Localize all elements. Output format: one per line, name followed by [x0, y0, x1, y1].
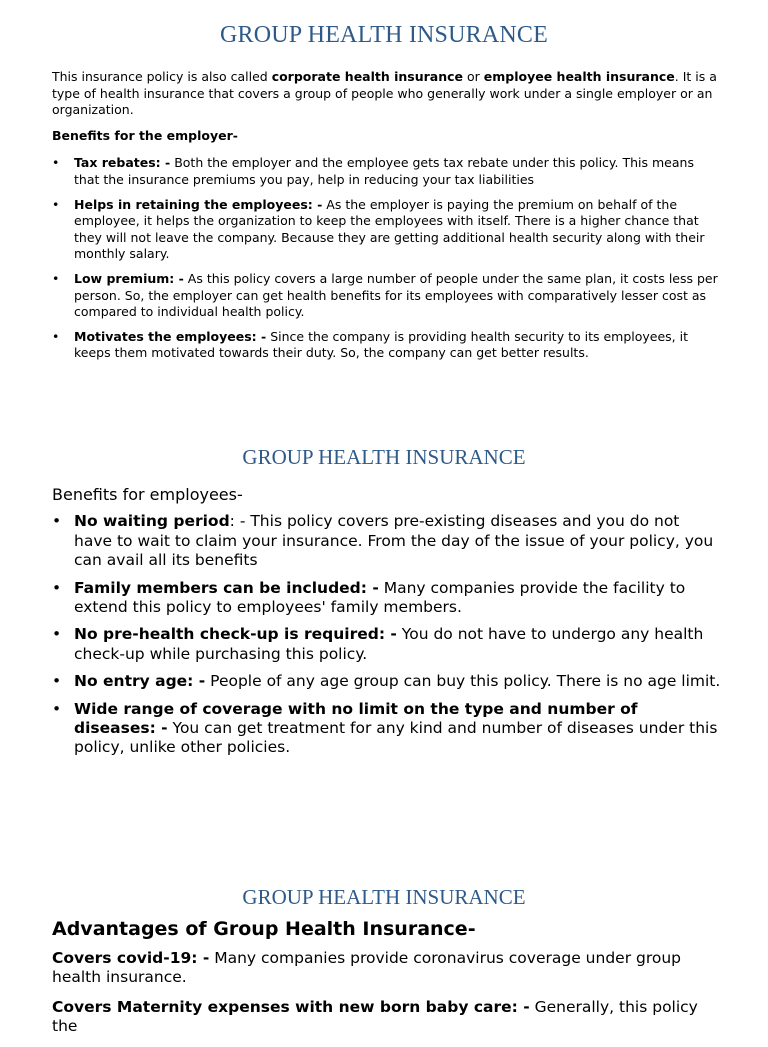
bullet-icon: • — [52, 270, 60, 286]
section-subheading: Benefits for employees- — [52, 485, 243, 504]
slide-content — [52, 69, 722, 370]
list-item — [52, 579, 722, 618]
item-text: Since the company is providing health security to its employees, it keeps them motivated towards their duty. So, the company can get better results. — [74, 328, 688, 361]
bullet-icon: • — [52, 672, 62, 691]
advantage-item — [52, 949, 722, 988]
item-text: Many companies provide coronavirus coverage under group health insurance. — [52, 949, 682, 987]
bullet-icon: • — [52, 512, 62, 531]
item-text: You can get treatment for any kind and number of diseases under this policy, unlike other policies. — [74, 719, 718, 757]
list-item — [52, 700, 722, 758]
bullet-icon: • — [52, 196, 60, 212]
slide-employee-benefits — [0, 420, 768, 820]
list-item — [52, 329, 722, 362]
slide-content — [52, 485, 722, 766]
employer-benefits-list — [52, 155, 722, 362]
item-label: No waiting period — [74, 512, 230, 531]
intro-text: or — [463, 69, 484, 84]
list-item — [52, 672, 722, 691]
bullet-icon: • — [52, 578, 62, 597]
item-label: No entry age: - — [74, 672, 206, 691]
advantages-heading: Advantages of Group Health Insurance- — [52, 918, 476, 940]
list-item — [52, 155, 722, 188]
item-text: : - This policy covers pre-existing diseases and you do not have to wait to claim your insurance. From the day of the issue of your policy, you can avail all its benefits — [74, 512, 714, 570]
item-label: Motivates the employees: - — [74, 328, 267, 344]
bullet-icon: • — [52, 699, 62, 718]
item-text: You do not have to undergo any health check-up while purchasing this policy. — [74, 625, 704, 663]
list-item — [52, 271, 722, 321]
list-item — [52, 197, 722, 263]
item-text: As this policy covers a large number of people under the same plan, it costs less per person. So, the employer can get health benefits for its employees with comparatively lesser cost as compared to individual health policy. — [74, 270, 718, 320]
item-label: Helps in retaining the employees: - — [74, 196, 323, 212]
item-label: Tax rebates: - — [74, 155, 171, 171]
slide-title: GROUP HEALTH INSURANCE — [242, 885, 526, 909]
advantage-item — [52, 998, 722, 1037]
section-subheading: Benefits for the employer- — [52, 127, 238, 143]
intro-bold-term: corporate health insurance — [271, 69, 464, 84]
slide-employer-benefits — [0, 0, 768, 400]
list-item — [52, 625, 722, 664]
item-label: No pre-health check-up is required: - — [74, 625, 397, 644]
item-label: Family members can be included: - — [74, 578, 379, 597]
item-label: Wide range of coverage with no limit on the type and number of diseases: - — [74, 699, 638, 738]
item-text: As the employer is paying the premium on behalf of the employee, it helps the organization to keep the employees with itself. There is a higher chance that they will not leave the company. Because they are getting additional health security along with their monthly salary. — [74, 196, 705, 262]
intro-bold-term: employee health insurance — [483, 69, 675, 84]
bullet-icon: • — [52, 155, 60, 171]
slide-title: GROUP HEALTH INSURANCE — [220, 22, 548, 48]
item-text: Many companies provide the facility to extend this policy to employees' family members. — [74, 578, 686, 617]
list-item — [52, 512, 722, 570]
intro-paragraph — [52, 69, 722, 119]
item-label: Covers Maternity expenses with new born baby care: - — [52, 997, 530, 1016]
item-label: Covers covid-19: - — [52, 949, 210, 967]
employee-benefits-list — [52, 512, 722, 757]
bullet-icon: • — [52, 625, 62, 644]
intro-text: This insurance policy is also called — [52, 69, 272, 84]
item-text: People of any age group can buy this policy. There is no age limit. — [205, 672, 721, 691]
slide-content — [52, 917, 722, 1047]
intro-text: . It is a type of health insurance that covers a group of people who generally work under a single employer or an organization. — [52, 69, 717, 118]
item-text: Both the employer and the employee gets tax rebate under this policy. This means that the insurance premiums you pay, help in reducing your tax liabilities — [74, 155, 694, 187]
item-label: Low premium: - — [74, 270, 184, 286]
slide-advantages — [0, 860, 768, 1036]
bullet-icon: • — [52, 328, 60, 344]
item-text: Generally, this policy the — [52, 997, 698, 1036]
slide-title: GROUP HEALTH INSURANCE — [242, 445, 526, 469]
